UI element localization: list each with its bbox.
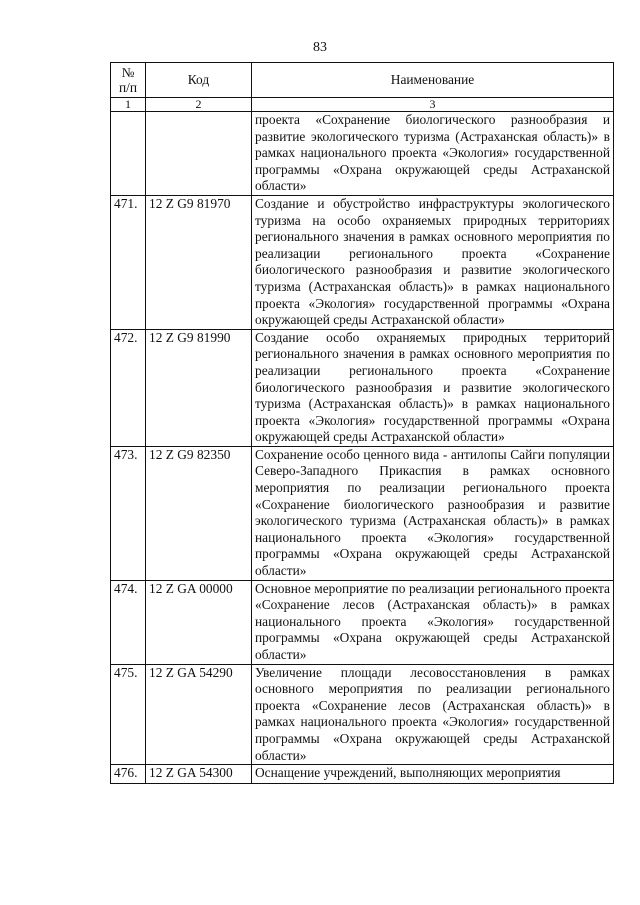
row-name: Создание особо охраняемых природных территорий регионального значения в рамках основного мероприятия по реализации регионального проекта «Сохранение биологического разнообразия и развитие экологического туризма (Астраханская область)» в рамках национального проекта «Экология» государственной программы «Охрана окружающей среды Астраханской области»: [252, 329, 614, 446]
row-num: 471.: [111, 195, 146, 329]
header-code: Код: [146, 63, 252, 98]
row-name: Сохранение особо ценного вида - антилопы Сайги популяции Северо-Западного Прикаспия в рамках основного мероприятия по реализации регионального проекта «Сохранение биологического разнообразия и развитие экологического туризма (Астраханская область)» в рамках национального проекта «Экология» государственной программы «Охрана окружающей среды Астраханской области»: [252, 446, 614, 580]
row-num: 474.: [111, 580, 146, 664]
row-name: Оснащение учреждений, выполняющих мероприятия: [252, 765, 614, 784]
row-code: 12 Z GA 54290: [146, 664, 252, 765]
column-index-2: 2: [146, 98, 252, 112]
table-row: [111, 112, 614, 196]
budget-code-table: [110, 62, 614, 784]
row-num: 472.: [111, 329, 146, 446]
column-index-3: 3: [252, 98, 614, 112]
header-num-line2: п/п: [118, 80, 138, 95]
row-code: 12 Z GA 54300: [146, 765, 252, 784]
table-row: [111, 446, 614, 580]
row-num: [111, 112, 146, 196]
row-name: Создание и обустройство инфраструктуры экологического туризма на особо охраняемых природных территориях регионального значения в рамках основного мероприятия по реализации регионального проекта «Сохранение биологического разнообразия и развитие экологического туризма (Астраханская область)» в рамках национального проекта «Экология» государственной программы «Охрана окружающей среды Астраханской области»: [252, 195, 614, 329]
row-num: 475.: [111, 664, 146, 765]
row-num: 473.: [111, 446, 146, 580]
table-row: [111, 195, 614, 329]
row-name: проекта «Сохранение биологического разнообразия и развитие экологического туризма (Астраханская область)» в рамках национального проекта «Экология» государственной программы «Охрана окружающей среды Астраханской области»: [252, 112, 614, 196]
row-name: Основное мероприятие по реализации регионального проекта «Сохранение лесов (Астраханская область)» в рамках национального проекта «Экология» государственной программы «Охрана окружающей среды Астраханской области»: [252, 580, 614, 664]
row-code: [146, 112, 252, 196]
row-code: 12 Z G9 81990: [146, 329, 252, 446]
table-row: [111, 765, 614, 784]
header-num-line1: №: [121, 65, 135, 80]
page-number: 83: [313, 40, 327, 55]
column-index-1: 1: [111, 98, 146, 112]
table-row: [111, 329, 614, 446]
header-num: [111, 63, 146, 98]
table-row: [111, 580, 614, 664]
row-num: 476.: [111, 765, 146, 784]
row-code: 12 Z G9 81970: [146, 195, 252, 329]
row-code: 12 Z G9 82350: [146, 446, 252, 580]
header-name: Наименование: [252, 63, 614, 98]
column-index-row: [111, 98, 614, 112]
row-code: 12 Z GA 00000: [146, 580, 252, 664]
table-row: [111, 664, 614, 765]
row-name: Увеличение площади лесовосстановления в рамках основного мероприятия по реализации регионального проекта «Сохранение лесов (Астраханская область)» в рамках национального проекта «Экология» государственной программы «Охрана окружающей среды Астраханской области»: [252, 664, 614, 765]
table-header-row: [111, 63, 614, 98]
